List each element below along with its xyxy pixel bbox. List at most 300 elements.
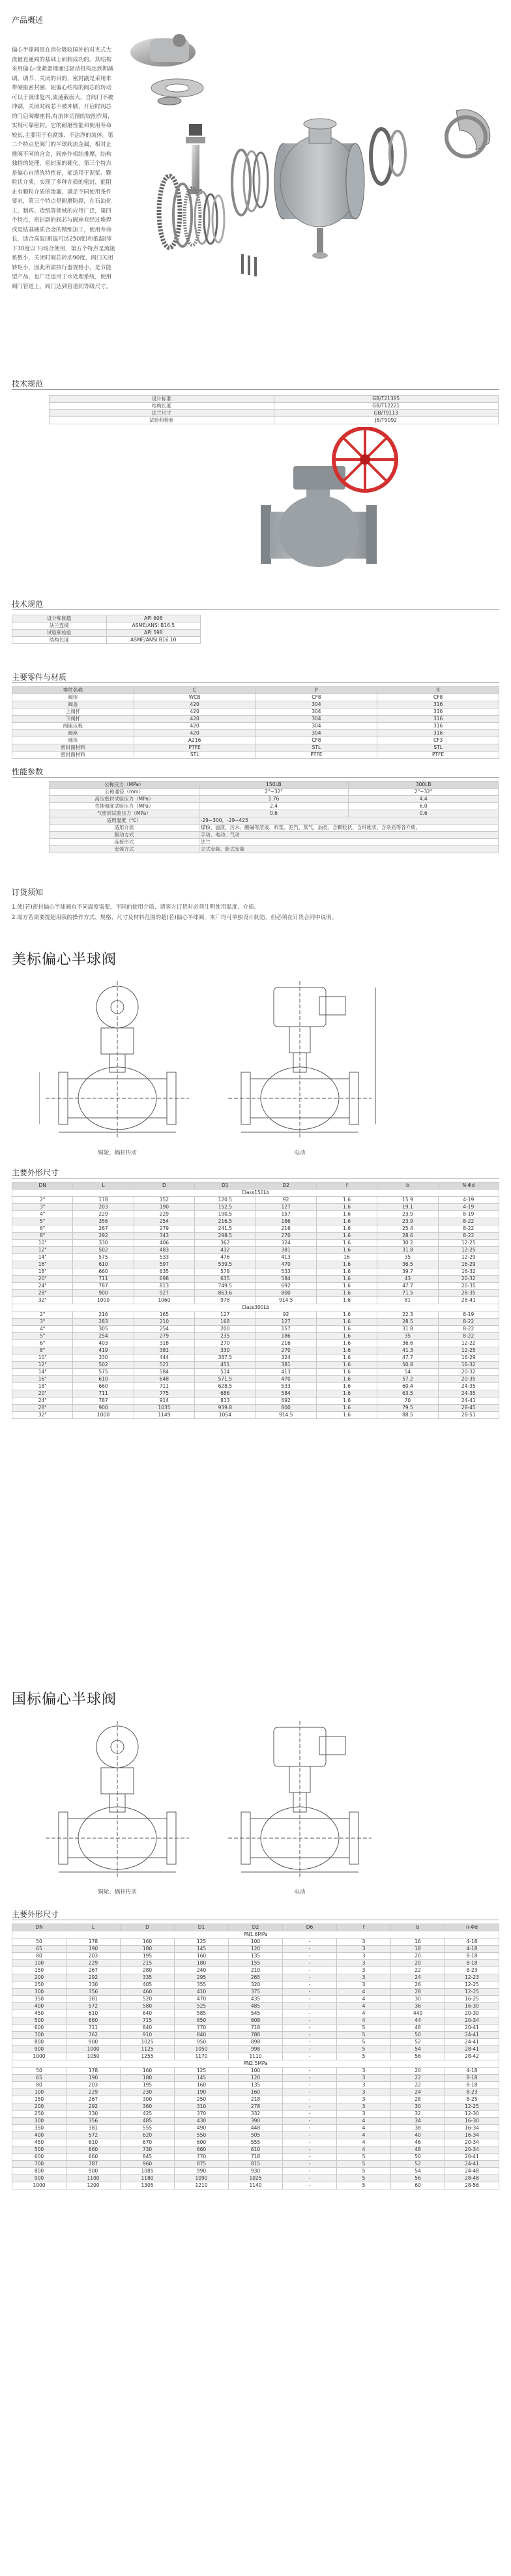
table-cell: 1.6 <box>316 1261 377 1268</box>
table-cell: WCB <box>134 694 256 701</box>
table-cell: 610 <box>73 1261 134 1268</box>
table-row <box>12 1405 499 1412</box>
table-cell: 试验和检验 <box>50 417 274 424</box>
table-cell: 3 <box>337 2075 391 2082</box>
table-cell: CF8 <box>256 694 377 701</box>
table-cell: 4 <box>337 2010 391 2017</box>
table-cell: 20-34 <box>445 2017 499 2025</box>
table-cell: 555 <box>121 2125 175 2132</box>
table-cell: 450 <box>12 2139 66 2146</box>
table-cell: 316 <box>377 730 499 737</box>
table-cell: - <box>283 2003 337 2010</box>
table-cell: 54 <box>391 2168 445 2175</box>
table-cell: - <box>283 2125 337 2132</box>
table-cell: PTFE <box>377 752 499 759</box>
table-cell: 280 <box>121 1967 175 1974</box>
table-row <box>12 1254 499 1261</box>
table-cell: 60.4 <box>377 1383 438 1390</box>
table-cell: 135 <box>229 2082 283 2089</box>
table-row <box>12 2096 499 2103</box>
table-cell: 12-30 <box>445 2111 499 2118</box>
table-cell: 20 <box>391 1953 445 1960</box>
table-cell: - <box>283 1989 337 1996</box>
table-cell: 20-41 <box>445 2154 499 2161</box>
table-row <box>12 1931 499 1939</box>
table-row <box>12 716 499 723</box>
table-cell: 298.5 <box>195 1233 256 1240</box>
table-cell: 571.5 <box>195 1376 256 1383</box>
table-row <box>12 1182 499 1190</box>
table-cell: 316 <box>377 709 499 716</box>
table-cell: 4 <box>337 2125 391 2132</box>
table-row <box>12 2060 499 2068</box>
table-cell: 420 <box>134 701 256 709</box>
table-cell: 910 <box>121 2032 175 2039</box>
table-cell: 267 <box>66 1967 121 1974</box>
table-cell: 120 <box>229 2075 283 2082</box>
table-cell: 50 <box>12 2068 66 2075</box>
table-cell: 350 <box>12 1996 66 2003</box>
table-cell: 1.6 <box>316 1369 377 1376</box>
table-cell: 635 <box>134 1268 194 1276</box>
table-cell: 190 <box>66 1946 121 1953</box>
table-cell: 545 <box>229 2010 283 2017</box>
table-cell: n-Φd <box>445 1924 499 1931</box>
table-cell: 1025 <box>229 2175 283 2182</box>
table-cell: 12" <box>12 1362 73 1369</box>
table-cell: - <box>283 2089 337 2096</box>
table-cell: 210 <box>134 1319 194 1326</box>
table-row <box>12 2068 499 2075</box>
table-cell: 1060 <box>134 1297 194 1304</box>
table-cell: 57.2 <box>377 1376 438 1383</box>
table-cell: 1.6 <box>316 1225 377 1233</box>
table-cell: 28-48 <box>445 2175 499 2182</box>
table-cell: D6 <box>283 1924 337 1931</box>
tech-spec-2-heading: 技术规范 <box>12 600 44 609</box>
table-cell: 686 <box>195 1390 256 1398</box>
ansi-caption-gear: 铜轮、蜗杆传动 <box>98 1150 137 1156</box>
table-row <box>50 825 499 832</box>
table-cell: 4-19 <box>438 1204 499 1211</box>
materials-table <box>12 686 499 759</box>
table-row <box>50 403 499 410</box>
table-cell: 气密封试验压力（MPa） <box>50 810 199 817</box>
table-cell: P <box>256 687 377 694</box>
table-cell: 440 <box>391 2010 445 2017</box>
table-cell: 160 <box>121 2068 175 2075</box>
table-cell: 292 <box>66 2103 121 2111</box>
table-cell: 3" <box>12 1204 73 1211</box>
table-cell: 24-41 <box>445 2032 499 2039</box>
table-cell: 178 <box>73 1197 134 1204</box>
table-cell: 715 <box>121 2017 175 2025</box>
table-cell: 283 <box>73 1319 134 1326</box>
table-cell: 16-25 <box>445 1996 499 2003</box>
table-cell: 316 <box>377 716 499 723</box>
table-cell: 387.5 <box>195 1354 256 1362</box>
table-cell: 法兰连接 <box>12 622 107 630</box>
table-cell: 1035 <box>134 1405 194 1412</box>
table-cell: 160 <box>175 1953 229 1960</box>
table-cell: 36 <box>391 2003 445 2010</box>
table-cell: 502 <box>73 1362 134 1369</box>
table-cell: 660 <box>73 1383 134 1390</box>
table-cell: 38 <box>391 2125 445 2132</box>
table-cell: 300 <box>121 2096 175 2103</box>
overview-heading: 产品概述 <box>12 16 44 25</box>
table-cell: 800 <box>12 2168 66 2175</box>
table-cell: f <box>316 1182 377 1190</box>
table-row <box>12 2010 499 2017</box>
table-cell: 575 <box>73 1369 134 1376</box>
table-cell: D2 <box>256 1182 316 1190</box>
table-cell: 5 <box>337 2039 391 2046</box>
table-cell: 1255 <box>121 2053 175 2060</box>
table-cell: 316 <box>377 701 499 709</box>
table-cell: 5 <box>337 2046 391 2053</box>
table-cell: - <box>283 1996 337 2003</box>
table-row <box>12 1268 499 1276</box>
table-cell: 300 <box>12 2118 66 2125</box>
table-cell: 阀体 <box>12 694 134 701</box>
table-cell: 335 <box>121 1974 175 1982</box>
table-cell: 8-18 <box>445 1953 499 1960</box>
table-cell: 265 <box>229 1974 283 1982</box>
table-cell: 648 <box>134 1376 194 1383</box>
table-cell: 2"~32" <box>349 789 499 796</box>
table-cell: 640 <box>121 2010 175 2017</box>
table-row <box>12 2132 499 2139</box>
materials-heading: 主要零件与材质 <box>12 673 67 682</box>
table-cell: 1000 <box>73 1412 134 1419</box>
table-cell: 24 <box>391 1974 445 1982</box>
table-cell: 800 <box>256 1290 316 1297</box>
table-cell: 3 <box>337 1982 391 1989</box>
table-cell: 20-34 <box>445 2146 499 2154</box>
table-cell: 24 <box>391 2089 445 2096</box>
table-cell: - <box>283 2025 337 2032</box>
table-row <box>12 730 499 737</box>
table-cell: 1.6 <box>316 1354 377 1362</box>
table-cell: 800 <box>256 1405 316 1412</box>
table-cell: 800 <box>12 2039 66 2046</box>
table-cell: 28" <box>12 1290 73 1297</box>
table-cell: ASME/ANSI B16.10 <box>106 637 201 644</box>
table-cell: 514 <box>195 1369 256 1376</box>
table-cell: - <box>283 1953 337 1960</box>
table-cell: - <box>283 2161 337 2168</box>
table-row <box>50 839 499 846</box>
table-cell: 610 <box>73 1376 134 1383</box>
table-row <box>12 1261 499 1268</box>
table-cell: 700 <box>12 2161 66 2168</box>
table-cell: 20-32 <box>438 1369 499 1376</box>
table-cell: 1000 <box>12 2053 66 2060</box>
table-cell: 88.5 <box>377 1412 438 1419</box>
table-cell: 4-18 <box>445 1946 499 1953</box>
table-row <box>12 2146 499 2154</box>
table-cell: 43 <box>377 1276 438 1283</box>
table-cell: 165 <box>134 1311 194 1319</box>
table-cell: 54 <box>377 1369 438 1376</box>
table-cell: 157 <box>256 1326 316 1333</box>
table-cell: 180 <box>121 1946 175 1953</box>
table-cell: 254 <box>134 1326 194 1333</box>
table-cell: 770 <box>175 2154 229 2161</box>
table-cell: 12-25 <box>438 1347 499 1354</box>
table-cell: 63.5 <box>377 1390 438 1398</box>
table-row <box>12 744 499 752</box>
table-cell: 8" <box>12 1347 73 1354</box>
table-row <box>12 1390 499 1398</box>
table-cell: 241.5 <box>195 1225 256 1233</box>
gb-dims-table <box>12 1924 499 2189</box>
table-cell: 22 <box>391 2075 445 2082</box>
table-row <box>12 1240 499 1247</box>
table-cell: 20-30 <box>445 2010 499 2017</box>
table-cell: PTFE <box>256 752 377 759</box>
table-row <box>12 2053 499 2060</box>
order-note-2: 2.需方若需要提超用我的操作方式、规格、尺寸及材料范围的超(若)偏心半球阀，本厂均可单独设计制造，但必须在订货合同中说明。 <box>12 915 338 921</box>
table-cell: 203 <box>73 1204 134 1211</box>
table-cell: 15.9 <box>377 1197 438 1204</box>
table-cell: 20-34 <box>445 2139 499 2146</box>
table-cell: 711 <box>134 1383 194 1390</box>
table-cell: 127 <box>256 1319 316 1326</box>
table-cell: 914 <box>134 1398 194 1405</box>
table-cell: 34 <box>391 2118 445 2125</box>
table-cell: 845 <box>121 2154 175 2161</box>
table-cell: 610 <box>66 2139 121 2146</box>
table-cell: 502 <box>73 1247 134 1254</box>
table-cell: 150 <box>12 2096 66 2103</box>
table-cell: 44 <box>391 2017 445 2025</box>
table-row <box>12 637 201 644</box>
table-cell: 3 <box>337 1939 391 1946</box>
table-cell: 875 <box>175 2161 229 2168</box>
table-row <box>50 832 499 839</box>
table-cell: 840 <box>121 2025 175 2032</box>
table-cell: 密封面材料 <box>12 752 134 759</box>
table-cell: A216 <box>134 737 256 744</box>
table-cell: 14" <box>12 1254 73 1261</box>
table-cell: 279 <box>134 1333 194 1340</box>
table-cell: 2" <box>12 1197 73 1204</box>
table-cell: 28 <box>391 1989 445 1996</box>
table-cell: 5 <box>337 2161 391 2168</box>
table-cell: 50 <box>12 1939 66 1946</box>
table-cell: 8-22 <box>438 1326 499 1333</box>
table-row <box>12 2139 499 2146</box>
table-cell: 1149 <box>134 1412 194 1419</box>
table-row <box>12 1982 499 1989</box>
table-cell: 2" <box>12 1311 73 1319</box>
table-cell: 60 <box>391 2182 445 2189</box>
table-cell: 304 <box>256 709 377 716</box>
table-cell: D <box>134 1182 194 1190</box>
table-row <box>12 2082 499 2089</box>
table-cell: 584 <box>256 1390 316 1398</box>
table-cell: 1.6 <box>316 1340 377 1347</box>
table-cell: - <box>283 2118 337 2125</box>
table-cell: 手动、电动、气动 <box>199 832 498 839</box>
table-cell: 190 <box>134 1204 194 1211</box>
table-cell: 190.5 <box>195 1211 256 1218</box>
table-row <box>12 709 499 716</box>
table-cell: 1.6 <box>316 1218 377 1225</box>
table-cell: 30 <box>391 2103 445 2111</box>
table-cell: 580 <box>121 2003 175 2010</box>
table-cell: 40 <box>391 2132 445 2139</box>
table-cell: 125 <box>175 1939 229 1946</box>
table-cell: 3 <box>337 2082 391 2089</box>
table-cell: 1000 <box>73 1297 134 1304</box>
table-cell: 900 <box>66 2168 121 2175</box>
table-cell: 998 <box>229 2046 283 2053</box>
flange-rings <box>159 150 268 248</box>
table-cell: 1050 <box>175 2046 229 2053</box>
table-cell: 1.6 <box>316 1319 377 1326</box>
table-cell: - <box>283 2146 337 2154</box>
table-cell: 405 <box>121 1982 175 1989</box>
table-row <box>12 1924 499 1931</box>
table-cell: 444 <box>134 1354 194 1362</box>
table-cell: 270 <box>195 1340 256 1347</box>
table-cell: 120.5 <box>195 1197 256 1204</box>
table-cell: 70 <box>377 1398 438 1405</box>
table-cell: 下阀杆 <box>12 716 134 723</box>
table-cell: 216 <box>256 1225 316 1233</box>
table-cell: 46 <box>391 2139 445 2146</box>
table-cell: 1.6 <box>316 1297 377 1304</box>
table-row <box>12 1354 499 1362</box>
table-cell: 24" <box>12 1398 73 1405</box>
divider <box>12 389 499 390</box>
table-cell: 410 <box>175 1989 229 1996</box>
table-cell: 35 <box>377 1254 438 1261</box>
table-cell: STL <box>256 744 377 752</box>
table-cell: 539.5 <box>195 1261 256 1268</box>
table-cell: 设计标准 <box>50 396 274 403</box>
table-cell: 160 <box>121 1939 175 1946</box>
table-cell: CF8 <box>256 737 377 744</box>
table-cell: 1140 <box>229 2182 283 2189</box>
table-cell: - <box>283 2132 337 2139</box>
table-row <box>12 2103 499 2111</box>
table-cell: 304 <box>256 730 377 737</box>
table-cell: 420 <box>134 723 256 730</box>
table-cell: 278 <box>229 2103 283 2111</box>
table-cell: 100 <box>229 2068 283 2075</box>
table-cell: 36.5 <box>377 1261 438 1268</box>
table-cell: CF3 <box>377 737 499 744</box>
table-cell: 775 <box>134 1390 194 1398</box>
table-cell: - <box>283 1967 337 1974</box>
table-cell: 270 <box>256 1347 316 1354</box>
table-cell: 127 <box>256 1204 316 1211</box>
table-cell: 292 <box>66 1974 121 1982</box>
table-cell: 36.6 <box>377 1340 438 1347</box>
table-cell: 215 <box>121 1960 175 1967</box>
table-cell: - <box>283 2096 337 2103</box>
table-row <box>12 1362 499 1369</box>
table-cell: 145 <box>175 2075 229 2082</box>
table-cell: 32 <box>391 2111 445 2118</box>
table-row <box>12 1340 499 1347</box>
table-cell: 8-18 <box>445 2075 499 2082</box>
ansi-gear-drawing <box>39 981 196 1144</box>
table-cell: 12-25 <box>438 1240 499 1247</box>
table-row <box>12 1233 499 1240</box>
table-cell: 229 <box>66 1960 121 1967</box>
table-row <box>12 1967 499 1974</box>
table-cell: 4 <box>337 1996 391 2003</box>
ansi-dims-heading: 主要外形尺寸 <box>12 1168 59 1177</box>
table-cell: 公称通径（mm） <box>50 789 199 796</box>
table-cell: 1200 <box>66 2182 121 2189</box>
table-cell: 50.8 <box>377 1362 438 1369</box>
table-cell: 360 <box>121 2103 175 2111</box>
table-cell: 660 <box>66 2017 121 2025</box>
table-cell: 370 <box>175 2111 229 2118</box>
table-cell: 1.76 <box>199 796 349 803</box>
table-cell: 521 <box>134 1362 194 1369</box>
table-cell: 10" <box>12 1240 73 1247</box>
table-cell: 1.6 <box>316 1276 377 1283</box>
table-cell: 3 <box>337 2068 391 2075</box>
table-cell: 216 <box>73 1311 134 1319</box>
table-cell: 24-41 <box>445 2161 499 2168</box>
table-cell: 310 <box>175 2103 229 2111</box>
table-cell: 5 <box>337 2168 391 2175</box>
table-cell: 4 <box>337 1989 391 1996</box>
table-cell: 670 <box>121 2139 175 2146</box>
table-cell: 20 <box>391 1960 445 1967</box>
table-cell: b <box>377 1182 438 1190</box>
table-cell: 152 <box>134 1197 194 1204</box>
table-cell: 186 <box>256 1333 316 1340</box>
table-row <box>12 1383 499 1390</box>
table-row <box>12 1946 499 1953</box>
table-cell: 555 <box>229 2139 283 2146</box>
table-cell: 1.6 <box>316 1405 377 1412</box>
table-row <box>12 1197 499 1204</box>
table-cell: 235 <box>195 1333 256 1340</box>
table-cell: 6" <box>12 1340 73 1347</box>
ansi-title: 美标偏心半球阀 <box>12 952 117 968</box>
table-cell: 65 <box>12 1946 66 1953</box>
table-cell: 585 <box>175 2010 229 2017</box>
table-cell: 572 <box>66 2003 121 2010</box>
table-cell: 20-35 <box>438 1376 499 1383</box>
table-row <box>50 410 499 417</box>
table-cell: 451 <box>195 1362 256 1369</box>
table-cell: 16-29 <box>438 1261 499 1268</box>
table-row <box>12 1412 499 1419</box>
table-cell: - <box>283 2082 337 2089</box>
table-cell: 550 <box>175 2132 229 2139</box>
table-cell: 470 <box>175 1996 229 2003</box>
table-row <box>12 2039 499 2046</box>
table-cell: 295 <box>175 1974 229 1982</box>
table-cell: 8-22 <box>438 1225 499 1233</box>
table-cell: 5 <box>337 2154 391 2161</box>
table-cell: 135 <box>229 1953 283 1960</box>
table-cell: 381 <box>256 1362 316 1369</box>
table-cell: R <box>377 687 499 694</box>
table-cell: 密封面材料 <box>12 744 134 752</box>
